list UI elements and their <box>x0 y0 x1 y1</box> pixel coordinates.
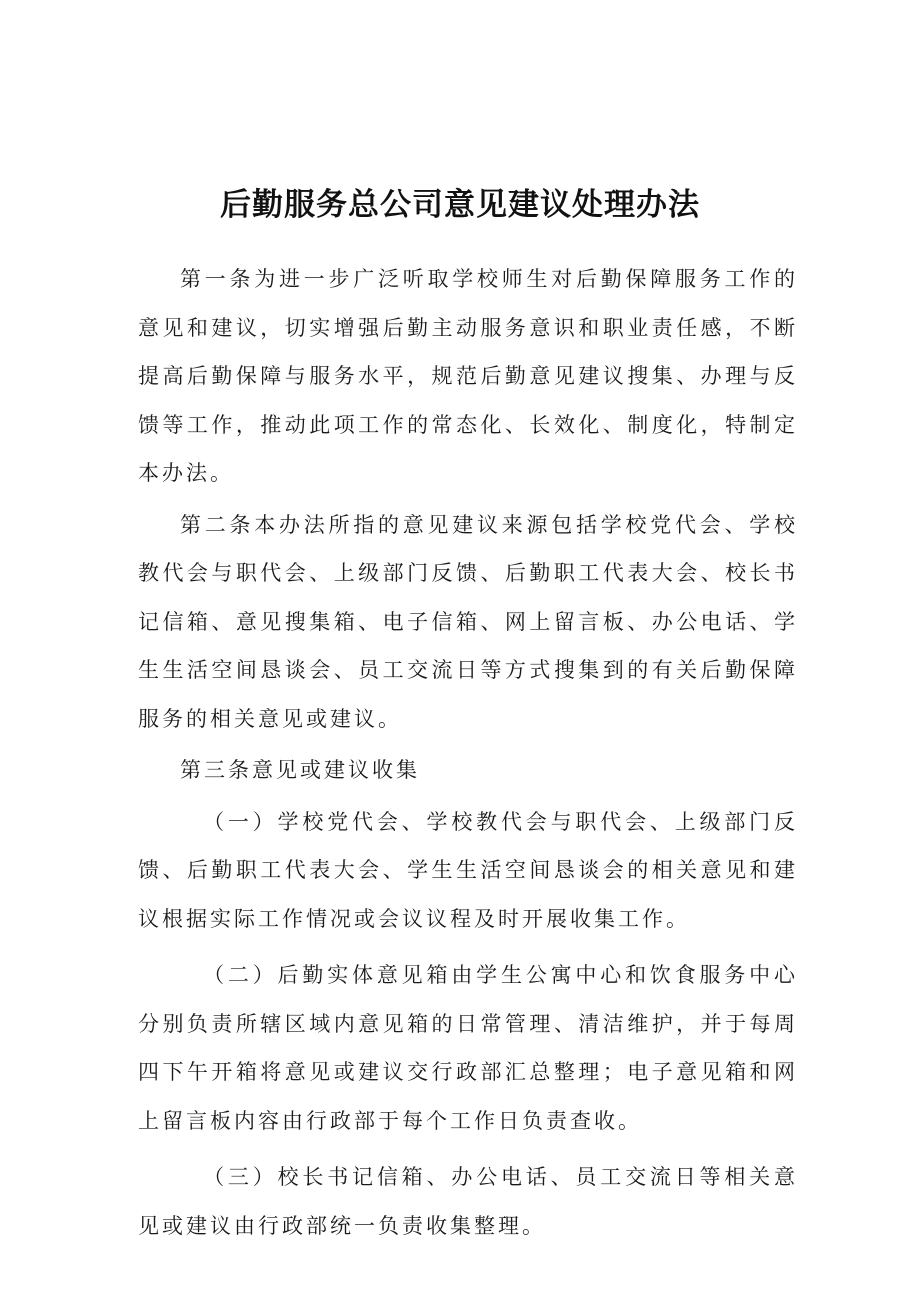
document-body <box>138 255 798 1250</box>
article-2-paragraph: 第二条本办法所指的意见建议来源包括学校党代会、学校教代会与职代会、上级部门反馈、后勤职工代表大会、校长书记信箱、意见搜集箱、电子信箱、网上留言板、办公电话、学生生活空间恳谈会、员工交流日等方式搜集到的有关后勤保障服务的相关意见或建议。 <box>138 512 798 731</box>
article-3-heading: 第三条意见或建议收集 <box>180 758 420 782</box>
article-3-item-2: （二）后勤实体意见箱由学生公寓中心和饮食服务中心分别负责所辖区域内意见箱的日常管理、清洁维护，并于每周四下午开箱将意见或建议交行政部汇总整理；电子意见箱和网上留言板内容由行政部于每个工作日负责查收。 <box>138 963 798 1133</box>
article-1-paragraph: 第一条为进一步广泛听取学校师生对后勤保障服务工作的意见和建议，切实增强后勤主动服务意识和职业责任感，不断提高后勤保障与服务水平，规范后勤意见建议搜集、办理与反馈等工作，推动此项工作的常态化、长效化、制度化，特制定本办法。 <box>138 267 798 485</box>
article-3-item-1: （一）学校党代会、学校教代会与职代会、上级部门反馈、后勤职工代表大会、学生生活空间恳谈会的相关意见和建议根据实际工作情况或会议议程及时开展收集工作。 <box>138 809 798 931</box>
article-3-item-3: （三）校长书记信箱、办公电话、员工交流日等相关意见或建议由行政部统一负责收集整理。 <box>138 1165 798 1238</box>
document-title: 后勤服务总公司意见建议处理办法 <box>220 186 700 223</box>
